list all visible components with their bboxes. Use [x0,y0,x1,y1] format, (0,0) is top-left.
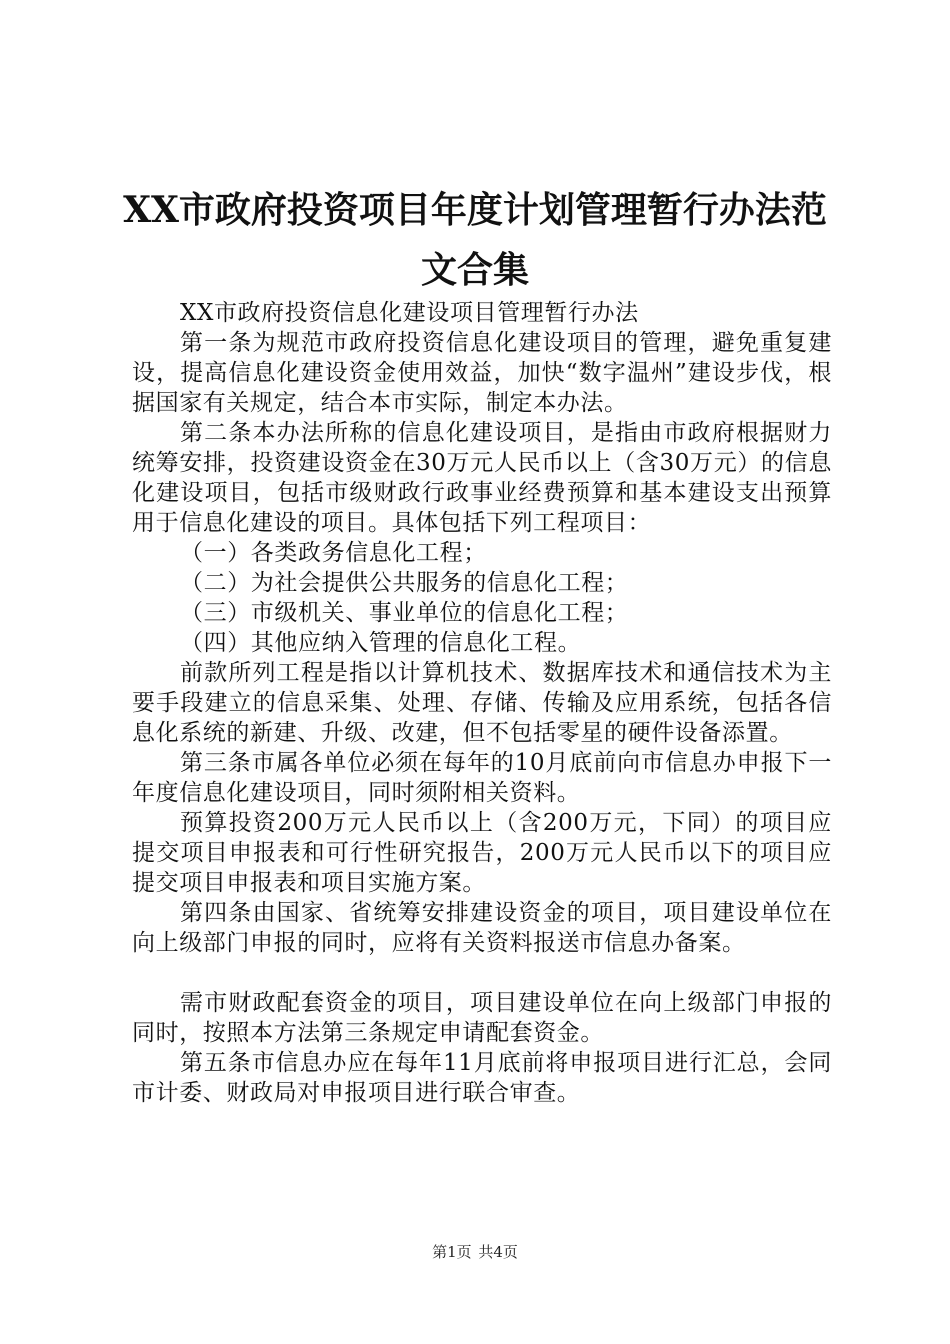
list-item-1: （一）各类政务信息化工程； [180,540,487,566]
page-footer [0,1241,950,1262]
budget-paragraph: 预算投资200万元人民币以上（含200万元，下同）的项目应提交项目申报表和可行性研究报告，200万元人民币以下的项目应提交项目申报表和项目实施方案。 [132,810,832,896]
list-item-2: （二）为社会提供公共服务的信息化工程； [180,570,629,596]
document-title [100,180,850,300]
document-body [132,298,832,1108]
scope-paragraph: 前款所列工程是指以计算机技术、数据库技术和通信技术为主要手段建立的信息采集、处理、存储、传输及应用系统，包括各信息化系统的新建、升级、改建，但不包括零星的硬件设备添置。 [132,660,832,746]
page-total: 共4页 [478,1243,518,1261]
page-number: 第1页 [432,1243,472,1261]
article-3-paragraph: 第三条市属各单位必须在每年的10月底前向市信息办申报下一年度信息化建设项目，同时须附相关资料。 [132,750,832,806]
title-line-2: 文合集 [420,249,529,291]
list-item-3: （三）市级机关、事业单位的信息化工程； [180,600,629,626]
list-item-4: （四）其他应纳入管理的信息化工程。 [180,630,582,656]
subtitle-paragraph: XX市政府投资信息化建设项目管理暂行办法 [180,300,639,326]
matching-funds-paragraph: 需市财政配套资金的项目，项目建设单位在向上级部门申报的同时，按照本方法第三条规定申请配套资金。 [132,990,832,1046]
article-5-paragraph: 第五条市信息办应在每年11月底前将申报项目进行汇总，会同市计委、财政局对申报项目进行联合审查。 [132,1050,832,1106]
article-2-paragraph: 第二条本办法所称的信息化建设项目，是指由市政府根据财力统筹安排，投资建设资金在30万元人民币以上（含30万元）的信息化建设项目，包括市级财政行政事业经费预算和基本建设支出预算用于信息化建设的项目。具体包括下列工程项目： [132,420,832,536]
title-line-1: XX市政府投资项目年度计划管理暂行办法范 [123,189,827,231]
article-1-paragraph: 第一条为规范市政府投资信息化建设项目的管理，避免重复建设，提高信息化建设资金使用效益，加快“数字温州”建设步伐，根据国家有关规定，结合本市实际，制定本办法。 [132,330,832,416]
article-4-paragraph: 第四条由国家、省统筹安排建设资金的项目，项目建设单位在向上级部门申报的同时，应将有关资料报送市信息办备案。 [132,900,832,956]
